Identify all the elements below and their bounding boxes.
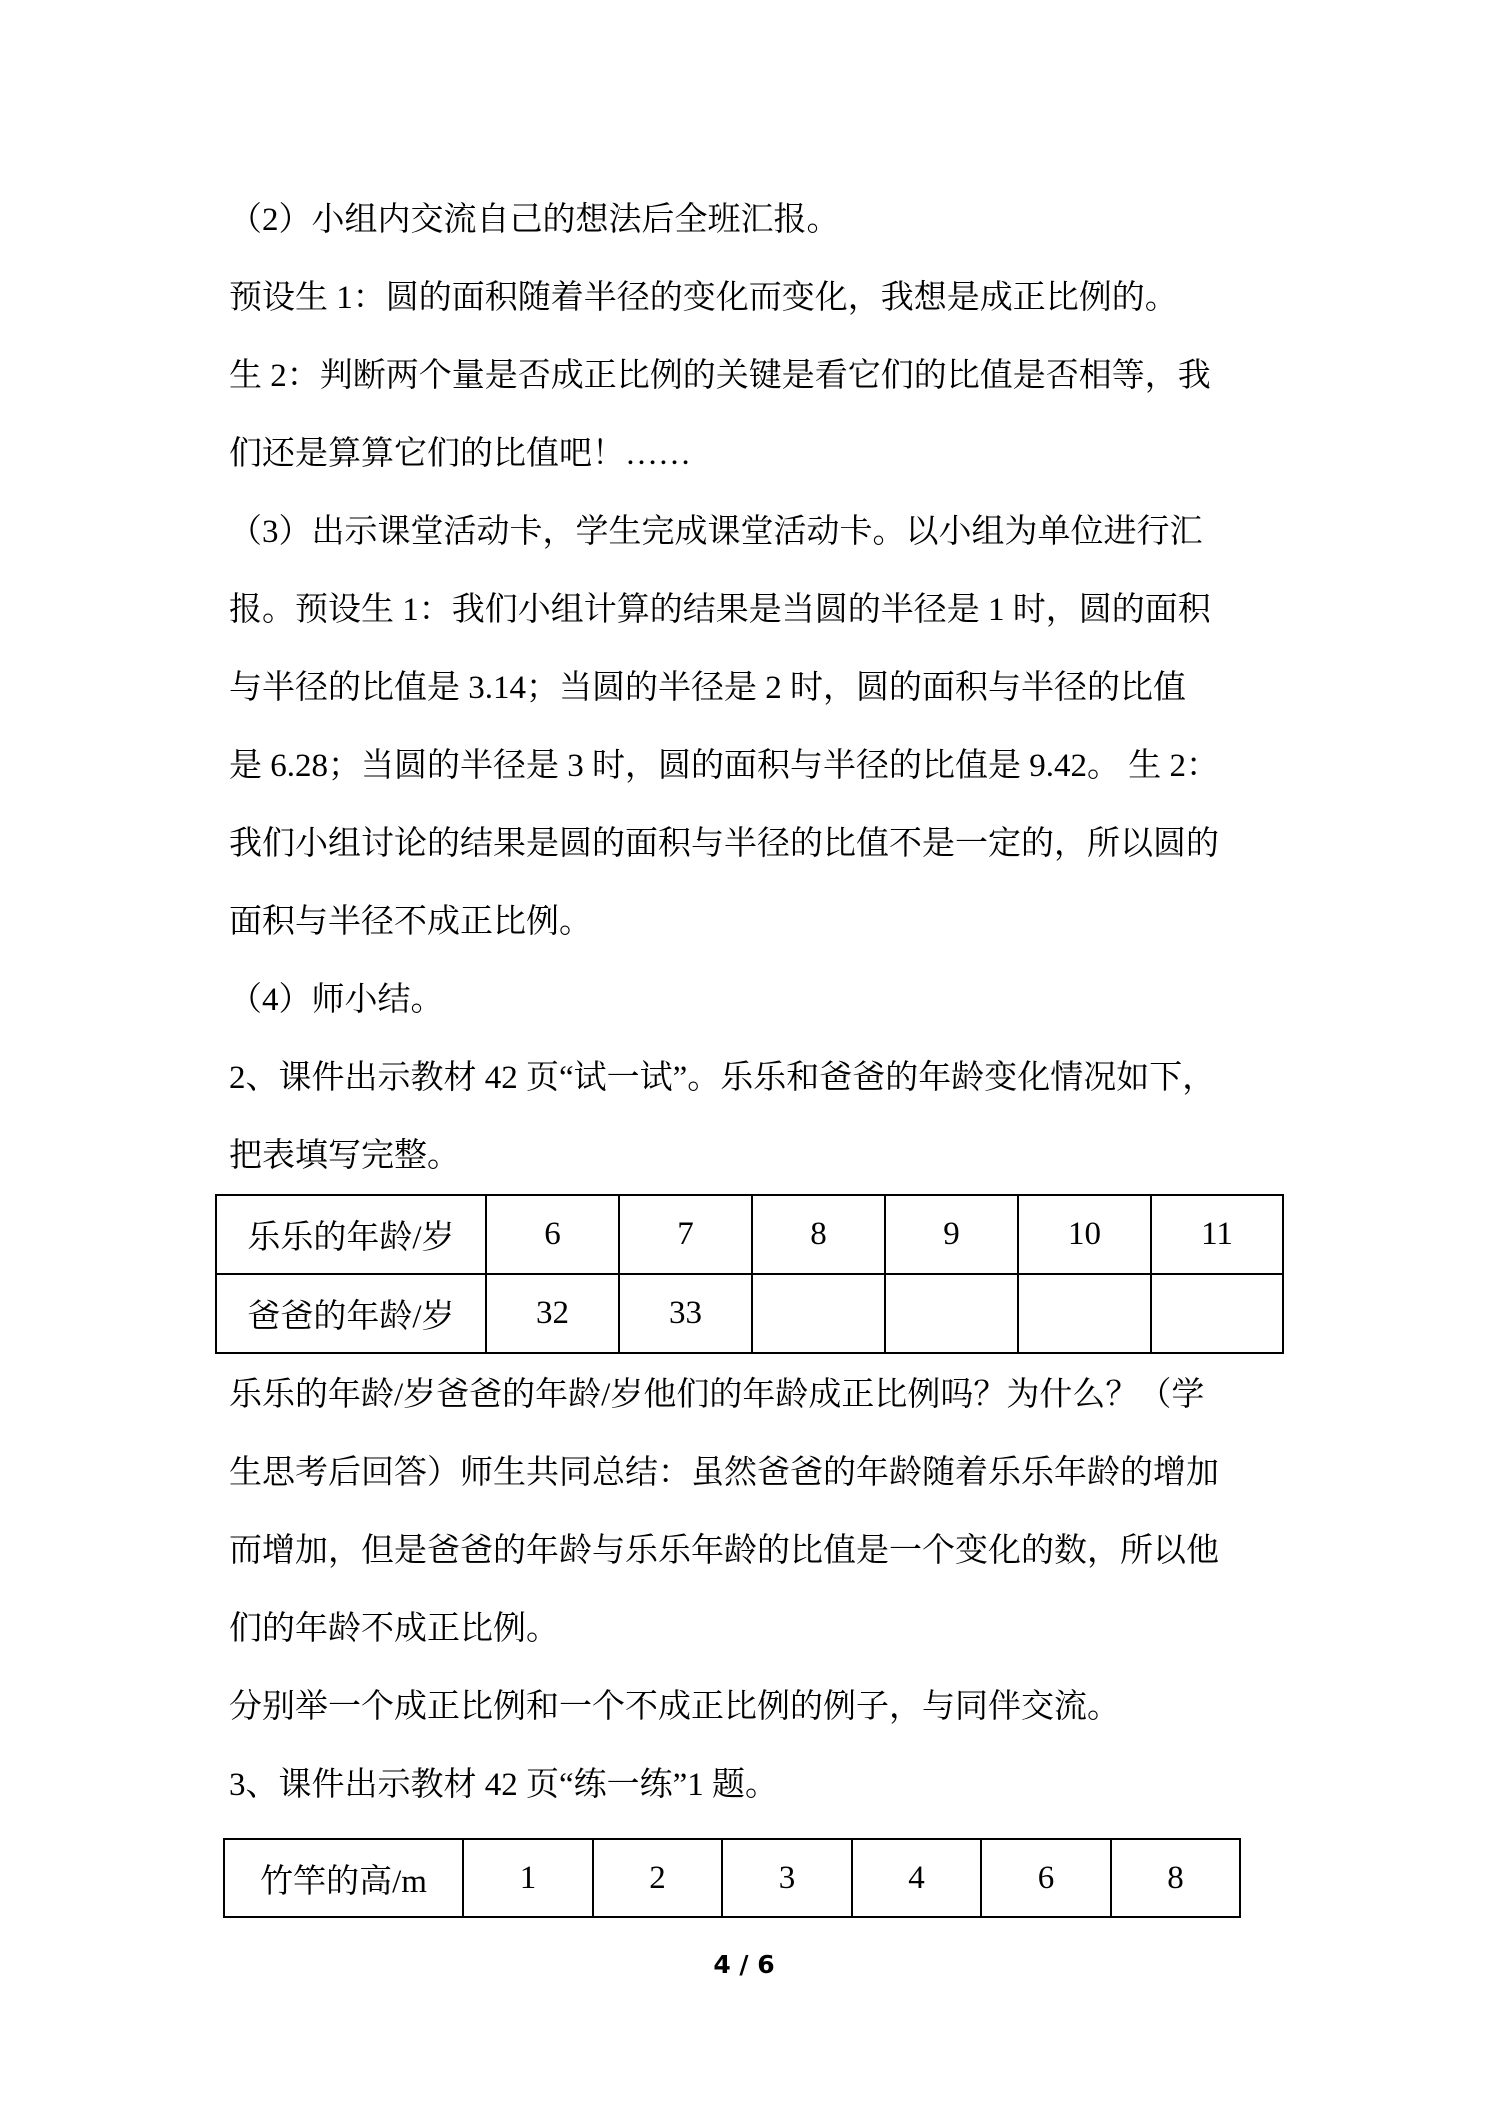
pole-height-table bbox=[223, 1838, 1241, 1918]
table-cell bbox=[752, 1274, 885, 1353]
row-header-cell: 竹竿的高/m bbox=[224, 1839, 463, 1917]
table-cell: 6 bbox=[486, 1195, 619, 1274]
table-cell: 32 bbox=[486, 1274, 619, 1353]
paragraph-block-top bbox=[229, 181, 1309, 1195]
page-number: 4 / 6 bbox=[713, 1950, 775, 1979]
table-cell: 6 bbox=[981, 1839, 1111, 1917]
paragraph-block-middle bbox=[229, 1356, 1309, 1824]
table-cell bbox=[1018, 1274, 1151, 1353]
table-cell: 8 bbox=[752, 1195, 885, 1274]
table-cell: 8 bbox=[1111, 1839, 1240, 1917]
paragraph-line: 报。预设生 1：我们小组计算的结果是当圆的半径是 1 时，圆的面积 bbox=[229, 592, 1211, 628]
paragraph-line: 们还是算算它们的比值吧！…… bbox=[229, 436, 691, 472]
paragraph-line: 而增加，但是爸爸的年龄与乐乐年龄的比值是一个变化的数，所以他 bbox=[229, 1533, 1219, 1569]
table-row bbox=[224, 1839, 1240, 1917]
table-row bbox=[216, 1195, 1283, 1274]
table-cell bbox=[1151, 1274, 1283, 1353]
paragraph-line: 面积与半径不成正比例。 bbox=[229, 904, 592, 940]
table-cell: 9 bbox=[885, 1195, 1018, 1274]
table-row bbox=[216, 1274, 1283, 1353]
paragraph-line: （4）师小结。 bbox=[229, 982, 444, 1018]
table-cell: 4 bbox=[852, 1839, 981, 1917]
paragraph-line: 是 6.28；当圆的半径是 3 时，圆的面积与半径的比值是 9.42。 生 2： bbox=[229, 748, 1219, 784]
age-table bbox=[215, 1194, 1284, 1354]
table-cell: 10 bbox=[1018, 1195, 1151, 1274]
paragraph-line: 生 2：判断两个量是否成正比例的关键是看它们的比值是否相等，我 bbox=[229, 358, 1211, 394]
table-cell: 2 bbox=[593, 1839, 722, 1917]
table-cell: 7 bbox=[619, 1195, 752, 1274]
table-cell: 3 bbox=[722, 1839, 852, 1917]
paragraph-line: 2、课件出示教材 42 页“试一试”。乐乐和爸爸的年龄变化情况如下， bbox=[229, 1060, 1216, 1096]
row-header-cell: 爸爸的年龄/岁 bbox=[216, 1274, 486, 1353]
paragraph-line: 乐乐的年龄/岁爸爸的年龄/岁他们的年龄成正比例吗？为什么？（学 bbox=[229, 1377, 1205, 1413]
table-cell: 33 bbox=[619, 1274, 752, 1353]
paragraph-line: （2）小组内交流自己的想法后全班汇报。 bbox=[229, 202, 840, 238]
paragraph-line: （3）出示课堂活动卡，学生完成课堂活动卡。以小组为单位进行汇 bbox=[229, 514, 1203, 550]
paragraph-line: 生思考后回答）师生共同总结：虽然爸爸的年龄随着乐乐年龄的增加 bbox=[229, 1455, 1219, 1491]
table-cell: 1 bbox=[463, 1839, 593, 1917]
paragraph-line: 预设生 1：圆的面积随着半径的变化而变化，我想是成正比例的。 bbox=[229, 280, 1178, 316]
paragraph-line: 3、课件出示教材 42 页“练一练”1 题。 bbox=[229, 1767, 779, 1803]
paragraph-line: 与半径的比值是 3.14；当圆的半径是 2 时，圆的面积与半径的比值 bbox=[229, 670, 1186, 706]
row-header-cell: 乐乐的年龄/岁 bbox=[216, 1195, 486, 1274]
table-cell: 11 bbox=[1151, 1195, 1283, 1274]
paragraph-line: 们的年龄不成正比例。 bbox=[229, 1611, 559, 1647]
paragraph-line: 分别举一个成正比例和一个不成正比例的例子，与同伴交流。 bbox=[229, 1689, 1120, 1725]
paragraph-line: 我们小组讨论的结果是圆的面积与半径的比值不是一定的，所以圆的 bbox=[229, 826, 1219, 862]
table-cell bbox=[885, 1274, 1018, 1353]
paragraph-line: 把表填写完整。 bbox=[229, 1138, 460, 1174]
